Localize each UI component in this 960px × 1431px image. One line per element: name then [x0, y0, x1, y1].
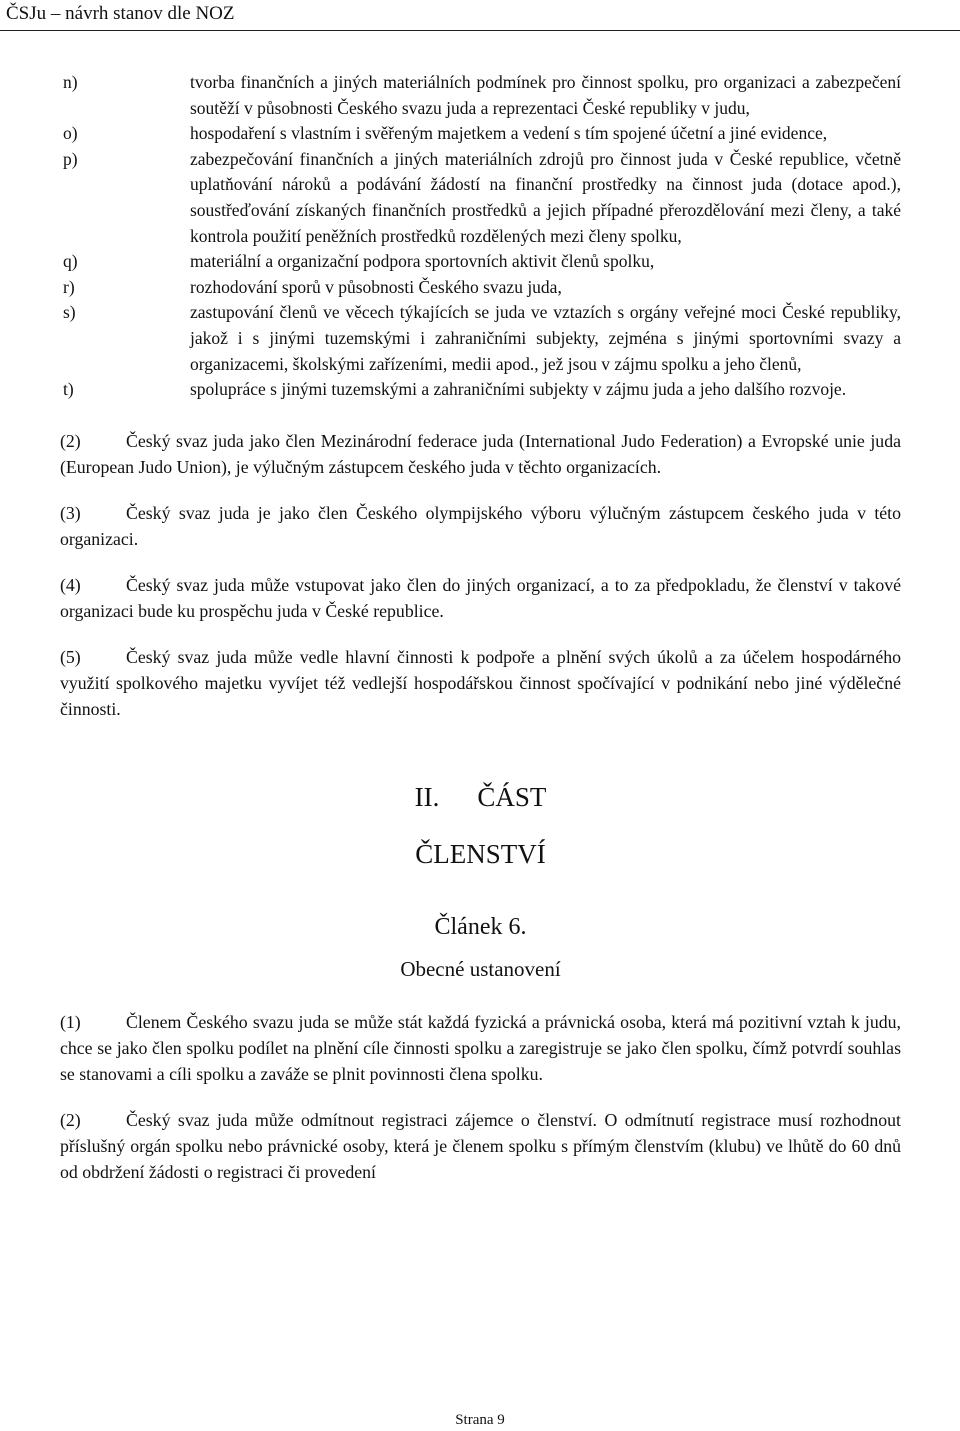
article-paragraph-1 — [60, 1009, 901, 1087]
item-letter: q) — [63, 251, 78, 272]
list-item — [60, 275, 901, 301]
article-number: Článek 6. — [434, 913, 527, 940]
paragraph-5 — [60, 644, 901, 722]
list-item — [60, 121, 901, 147]
item-text: materiální a organizační podpora sportovních aktivit členů spolku, — [190, 251, 655, 272]
item-letter: s) — [63, 302, 76, 323]
item-letter: o) — [63, 123, 78, 144]
paragraph-number: (2) — [60, 1109, 81, 1130]
article-title: Obecné ustanovení — [400, 956, 561, 981]
part-title: ČLENSTVÍ — [415, 838, 546, 869]
paragraph-number: (2) — [60, 430, 81, 451]
item-text: rozhodování sporů v působnosti Českého svazu juda, — [190, 276, 562, 297]
article-paragraph-2 — [60, 1107, 901, 1185]
paragraph-2 — [60, 428, 901, 480]
paragraph-text: Český svaz juda může vstupovat jako člen do jiných organizací, a to za předpokladu, že členství v takové organizaci bude ku prospěchu juda v České republice. — [60, 574, 901, 621]
item-letter: t) — [63, 379, 74, 400]
list-item — [60, 249, 901, 275]
paragraph-number: (5) — [60, 646, 81, 667]
item-letter: r) — [63, 276, 75, 297]
paragraph-text: Český svaz juda jako člen Mezinárodní federace juda (International Judo Federation) a Evropské unie juda (European Judo Union), je výlučným zástupcem českého juda v těchto organizacích. — [60, 430, 901, 477]
paragraph-number: (4) — [60, 574, 81, 595]
paragraph-3 — [60, 500, 901, 552]
paragraph-number: (1) — [60, 1011, 81, 1032]
paragraph-text: Členem Českého svazu juda se může stát každá fyzická a právnická osoba, která má pozitivní vztah k judu, chce se jako člen spolku podílet na plnění cíle činnosti spolku a zaregistruje se jako člen spolku, čímž potvrdí souhlas se stanovami a cíli spolku a zaváže se plnit povinnosti člena spolku. — [60, 1011, 901, 1084]
header-divider — [0, 30, 960, 31]
part-label: ČÁST — [477, 781, 547, 812]
list-item — [60, 300, 901, 377]
item-text: tvorba finančních a jiných materiálních podmínek pro činnost spolku, pro organizaci a zabezpečení soutěží v působnosti Českého svazu juda a reprezentaci České republiky v judu, — [190, 72, 901, 118]
item-text: spolupráce s jinými tuzemskými a zahraničními subjekty v zájmu juda a jeho dalšího rozvoje. — [190, 379, 847, 400]
page-number: Strana 9 — [455, 1412, 505, 1428]
paragraph-4 — [60, 572, 901, 624]
part-heading — [60, 782, 901, 812]
paragraph-text: Český svaz juda může vedle hlavní činnosti k podpoře a plnění svých úkolů a za účelem hospodárného využití spolkového majetku vyvíjet též vedlejší hospodářskou činnost spočívající v podnikání nebo jiné výdělečné činnosti. — [60, 646, 901, 719]
item-text: zastupování členů ve věcech týkajících se juda ve vztazích s orgány veřejné moci České republiky, jakož i s jinými tuzemskými i zahraničními subjekty, zejména s jinými sportovními svazy a organizacemi, školskými zařízeními, medii apod., jež jsou v zájmu spolku a jeho členů, — [190, 302, 901, 374]
paragraph-number: (3) — [60, 502, 81, 523]
item-text: hospodaření s vlastním i svěřeným majetkem a vedení s tím spojené účetní a jiné evidence, — [190, 123, 828, 144]
list-item — [60, 70, 901, 121]
document-body — [60, 70, 901, 1185]
list-item — [60, 147, 901, 249]
item-text: zabezpečování finančních a jiných materiálních zdrojů pro činnost juda v České republice, včetně uplatňování nároků a podávání žádostí na finanční prostředky na činnost juda (dotace apod.), soustřeďování získaných finančních prostředků a jejich případné přerozdělování mezi členy, a také kontrola použití peněžních prostředků rozdělených mezi členy spolku, — [190, 148, 901, 246]
paragraph-text: Český svaz juda může odmítnout registraci zájemce o členství. O odmítnutí registrace musí rozhodnout příslušný orgán spolku nebo právnické osoby, která je členem spolku s přímým členstvím (klubu) ve lhůtě do 60 dnů od obdržení žádosti o registraci či provedení — [60, 1109, 901, 1182]
list-item — [60, 377, 901, 403]
part-roman-numeral: II. — [414, 781, 440, 812]
paragraph-text: Český svaz juda je jako člen Českého olympijského výboru výlučným zástupcem českého juda v této organizaci. — [60, 502, 901, 549]
item-letter: p) — [63, 148, 78, 169]
item-letter: n) — [63, 72, 78, 92]
page-header: ČSJu – návrh stanov dle NOZ — [6, 3, 235, 24]
